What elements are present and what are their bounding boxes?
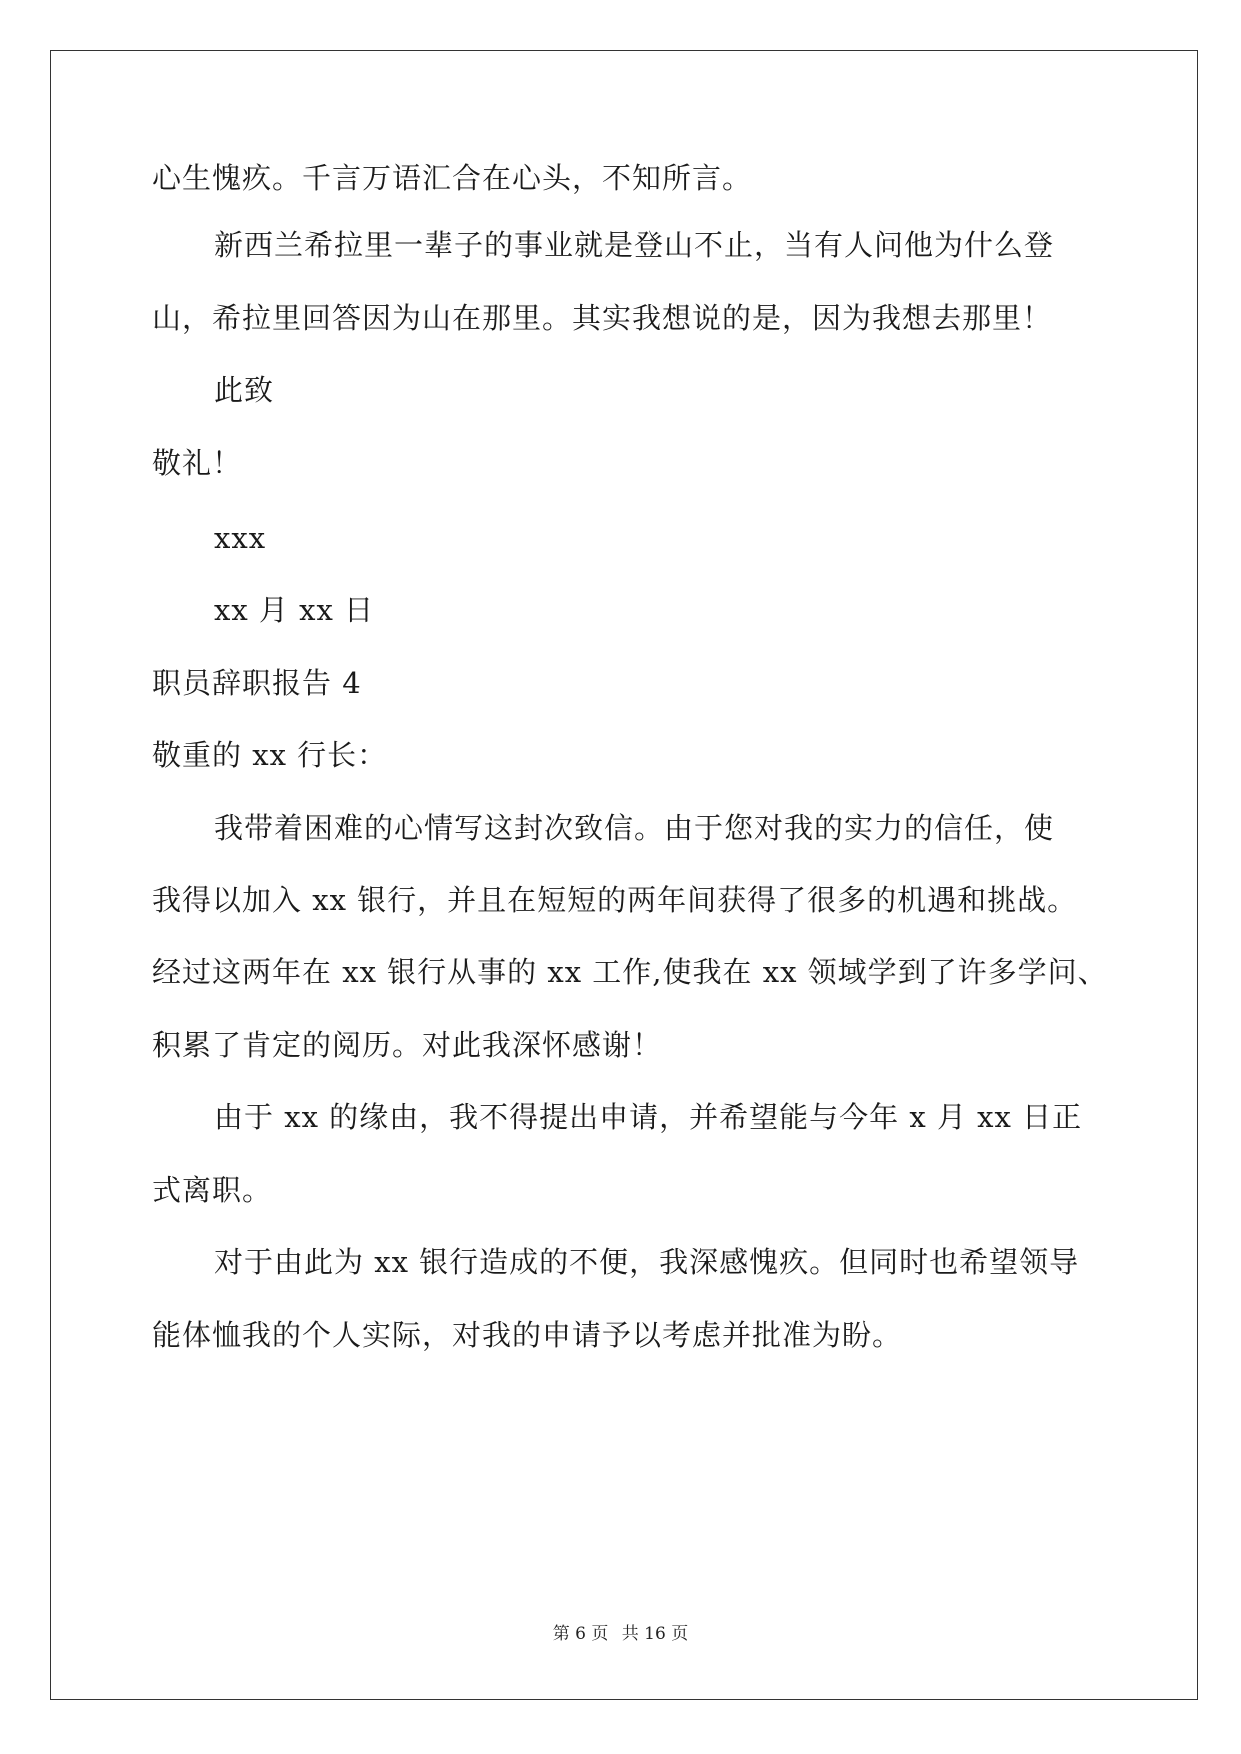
text-line-17: 能体恤我的个人实际，对我的申请予以考虑并批准为盼。	[152, 1318, 903, 1352]
paragraph-apology-start: 对于由此为 xx 银行造成的不便，我深感愧疚。但同时也希望领导	[214, 1245, 1080, 1279]
text-line-13: 积累了肯定的阅历。对此我深怀感谢！	[152, 1028, 663, 1062]
signature-date: xx 月 xx 日	[214, 593, 375, 627]
text-line-1: 心生愧疚。千言万语汇合在心头，不知所言。	[152, 161, 753, 195]
page-total: 共 16 页	[621, 1624, 689, 1644]
page-number: 第 6 页	[552, 1624, 609, 1644]
text-line-15: 式离职。	[152, 1173, 273, 1207]
paragraph-hillary-start: 新西兰希拉里一辈子的事业就是登山不止，当有人问他为什么登	[214, 228, 1055, 262]
closing-salutation: 此致	[214, 373, 275, 407]
text-line-12: 经过这两年在 xx 银行从事的 xx 工作,使我在 xx 领域学到了许多学问、	[152, 955, 1108, 989]
text-line-11: 我得以加入 xx 银行，并且在短短的两年间获得了很多的机遇和挑战。	[152, 883, 1078, 917]
closing-regards: 敬礼！	[152, 446, 243, 480]
paragraph-intro-start: 我带着困难的心情写这封次致信。由于您对我的实力的信任，使	[214, 811, 1055, 845]
letter-greeting: 敬重的 xx 行长：	[152, 738, 388, 772]
section-heading: 职员辞职报告 4	[152, 666, 362, 700]
text-line-3: 山，希拉里回答因为山在那里。其实我想说的是，因为我想去那里！	[152, 301, 1053, 335]
paragraph-reason-start: 由于 xx 的缘由，我不得提出申请，并希望能与今年 x 月 xx 日正	[214, 1100, 1083, 1134]
page-footer	[0, 1622, 1241, 1646]
signature-name: xxx	[214, 521, 267, 555]
